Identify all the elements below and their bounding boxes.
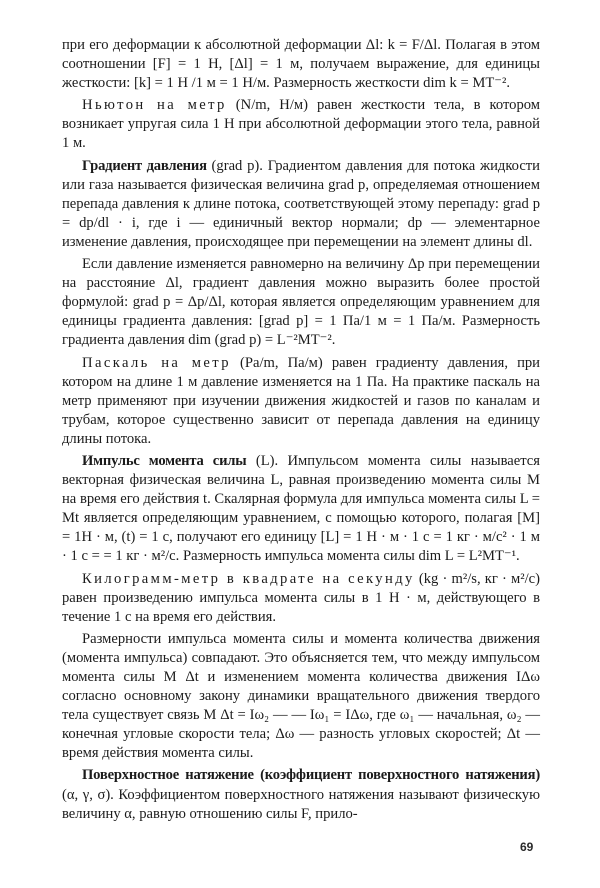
paragraph-text: (kg · m²/s, кг · м²/с) равен произведению импульса момента силы в 1 Н · м, действующего в течение 1 с на время его действия. (62, 570, 540, 625)
term-spaced: Килограмм-метр в квадрате на секунду (82, 570, 415, 587)
paragraph-1 (62, 36, 540, 93)
paragraph-5 (62, 354, 540, 449)
paragraph-text: Размерности импульса момента силы и момента количества движения (момента импульса) совпадают. Это объясняется тем, что между импульсом момента силы M Δt и изменением момента количества движения IΔω согласно основному закону динамики вращательного движения твердого тела существует связь M Δt = Iω₂ — — Iω₁ = IΔω, где ω₁ — начальная, ω₂ — конечная угловые скорости тела; Δω — разность угловых скоростей; Δt — время действия момента силы. (62, 630, 540, 762)
paragraph-3 (62, 157, 540, 252)
paragraph-text: (L). Импульсом момента силы называется векторная физическая величина L, равная произведению момента силы M на время его действия t. Скалярная формула для импульса момента силы L = Mt является определяющим уравнением, с помощью которого, полагая [M] = 1Н · м, (t) = 1 с, получают его единицу [L] = 1 Н · м · 1 с = 1 кг · м/с² · 1 м · 1 с = = 1 кг · м²/с. Размерность импульса момента силы dim L = L²MT⁻¹. (62, 452, 540, 565)
paragraph-text: Если давление изменяется равномерно на величину Δp при перемещении на расстояние Δl, градиент давления можно выразить более простой формулой: grad p = Δp/Δl, которая является определяющим уравнением для единицы градиента давления: [grad p] = 1 Па/1 м = 1 Па/м. Размерность градиента давления dim (grad p) = L⁻²MT⁻². (62, 256, 540, 349)
paragraph-7 (62, 570, 540, 627)
paragraph-4 (62, 255, 540, 350)
term-heading: Поверхностное натяжение (коэффициент поверхностного натяжения) (82, 767, 540, 784)
paragraph-text: (N/m, Н/м) равен жесткости тела, в котором возникает упругая сила 1 Н при абсолютной деформации этого тела, равной 1 м. (62, 97, 540, 152)
paragraph-text: (Pa/m, Па/м) равен градиенту давления, при котором на длине 1 м давление изменяется на 1 Па. На практике паскаль на метр применяют при изучении движения жидкостей и газов по каналам и трубам, которое существенно зависит от перепада давления на единицу длины потока. (62, 354, 540, 447)
term-spaced: Ньютон на метр (82, 97, 227, 114)
paragraph-text: при его деформации к абсолютной деформации Δl: k = F/Δl. Полагая в этом соотношении [F] = 1 Н, [Δl] = 1 м, получаем выражение, для единицы жесткости: [k] = 1 Н /1 м = 1 Н/м. Размерность жесткости dim k = MT⁻². (62, 37, 540, 92)
term-heading: Градиент давления (82, 157, 207, 174)
page-body (62, 36, 540, 824)
paragraph-2 (62, 96, 540, 153)
term-spaced: Паскаль на метр (82, 354, 231, 371)
paragraph-text: (grad p). Градиентом давления для потока жидкости или газа называется физическая величина grad p, определяемая отношением перепада давления к длине потока, соответствующей этому перепаду: grad p = dp/dl · i, где i — единичный вектор нормали; dp — элементарное изменение давления, происходящее при перемещении на элемент длины dl. (62, 157, 540, 250)
paragraph-6 (62, 452, 540, 567)
paragraph-8 (62, 630, 540, 764)
term-heading: Импульс момента силы (82, 452, 247, 469)
page-number: 69 (520, 840, 534, 854)
paragraph-text: (α, γ, σ). Коэффициентом поверхностного натяжения называют физическую величину α, равную отношению силы F, прило- (62, 786, 540, 822)
paragraph-9 (62, 766, 540, 823)
